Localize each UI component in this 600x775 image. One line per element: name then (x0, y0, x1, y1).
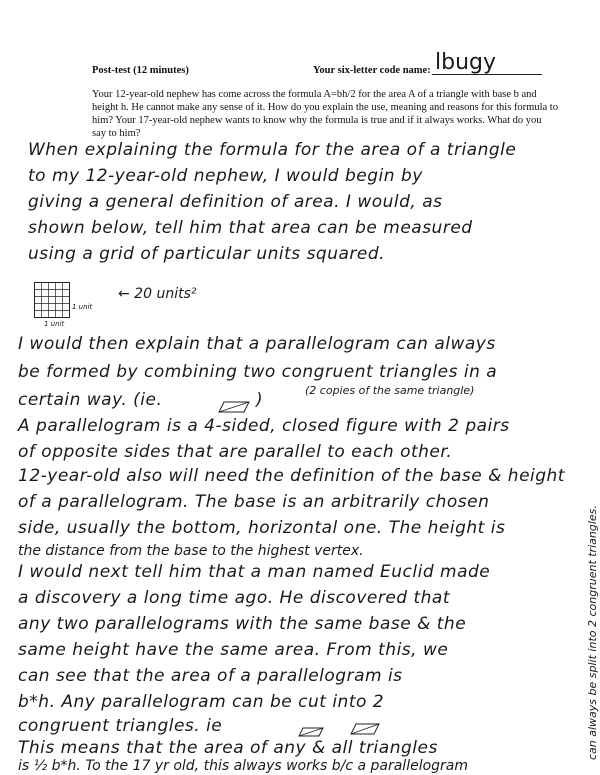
unit-label: 1 unit (72, 303, 93, 311)
prompt-line: height h. He cannot make any sense of it. How do you explain the use, meaning and reasons for this formula to (92, 102, 558, 113)
handwritten-line: is ½ b*h. To the 17 yr old, this always works b/c a parallelogram (18, 758, 469, 774)
handwritten-line: any two parallelograms with the same base & the (18, 614, 467, 634)
handwritten-note: (2 copies of the same triangle) (305, 384, 475, 397)
area-grid-figure (34, 282, 70, 318)
handwritten-line: side, usually the bottom, horizontal one. The height is (18, 518, 506, 538)
parallelogram-sketch (218, 398, 250, 410)
handwritten-line: giving a general definition of area. I would, as (28, 192, 443, 212)
handwritten-line: a discovery a long time ago. He discovered that (18, 588, 451, 608)
unit-label: 1 unit (44, 320, 65, 328)
handwritten-line: I would next tell him that a man named Euclid made (18, 562, 491, 582)
handwritten-line: be formed by combining two congruent triangles in a (18, 362, 498, 382)
parallelogram-sketch (298, 722, 324, 732)
handwritten-line: certain way. (ie. (18, 390, 163, 410)
handwritten-line: A parallelogram is a 4-sided, closed figure with 2 pairs (18, 416, 510, 436)
prompt-line: him? Your 17-year-old nephew wants to know why the formula is true and if it always works. What do you (92, 115, 542, 126)
handwritten-line: 12-year-old also will need the definition of the base & height (18, 466, 565, 486)
grid-area-annotation: ← 20 units² (118, 286, 197, 302)
handwritten-line: of opposite sides that are parallel to each other. (18, 442, 453, 462)
code-name-value: lbugy (435, 50, 497, 75)
prompt-line: Your 12-year-old nephew has come across the formula A=bh/2 for the area A of a triangle with base b and (92, 89, 537, 100)
handwritten-line: using a grid of particular units squared. (28, 244, 386, 264)
handwritten-line: same height have the same area. From this, we (18, 640, 449, 660)
handwritten-line: congruent triangles. ie (18, 716, 223, 736)
handwritten-line: This means that the area of any & all triangles (18, 738, 438, 758)
handwritten-text: ) (256, 390, 264, 410)
margin-note: can always be split into 2 congruent triangles. (586, 505, 599, 760)
prompt-line: say to him? (92, 128, 141, 139)
handwritten-line: When explaining the formula for the area of a triangle (28, 140, 517, 160)
handwritten-line: of a parallelogram. The base is an arbitrarily chosen (18, 492, 490, 512)
handwritten-line: the distance from the base to the highest vertex. (18, 543, 364, 559)
code-name-label: Your six-letter code name: (313, 65, 431, 76)
handwritten-line: shown below, tell him that area can be measured (28, 218, 473, 238)
page-title: Post-test (12 minutes) (92, 65, 189, 76)
parallelogram-sketch (350, 720, 380, 732)
handwritten-line: to my 12-year-old nephew, I would begin by (28, 166, 423, 186)
handwritten-line: can see that the area of a parallelogram is (18, 666, 403, 686)
handwritten-line: I would then explain that a parallelogram can always (18, 334, 496, 354)
handwritten-line: b*h. Any parallelogram can be cut into 2 (18, 692, 385, 712)
code-name-underline (432, 74, 542, 75)
